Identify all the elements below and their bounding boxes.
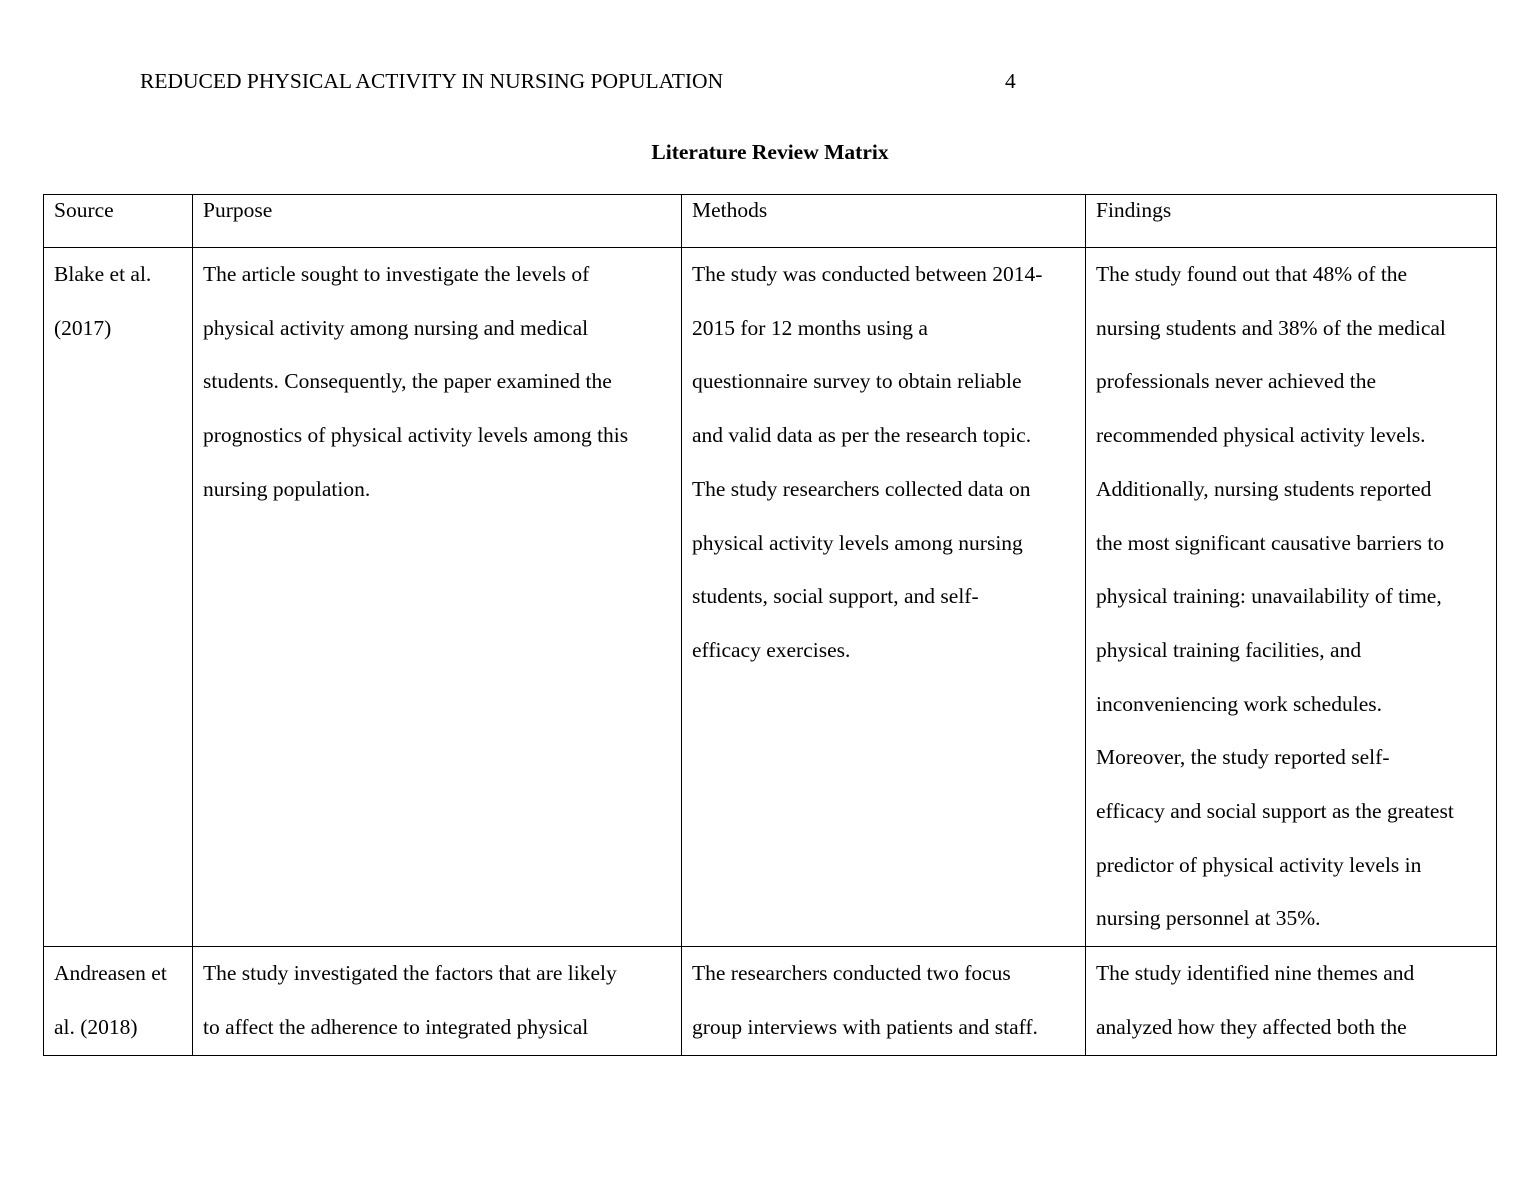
- cell-text-line: Blake et al.: [54, 262, 152, 286]
- table-row: [44, 947, 1497, 1055]
- cell-text-line: efficacy and social support as the greatest: [1096, 799, 1454, 824]
- cell-text-line: and valid data as per the research topic.: [692, 423, 1032, 448]
- cell-text-line: nursing students and 38% of the medical: [1096, 315, 1446, 340]
- cell-text-line: The study was conducted between 2014-: [692, 262, 1043, 286]
- cell-text-line: The study identified nine themes and: [1096, 961, 1415, 986]
- cell-text-line: nursing personnel at 35%.: [1096, 906, 1321, 931]
- cell-text-line: physical training facilities, and: [1096, 637, 1362, 662]
- cell-text-line: predictor of physical activity levels in: [1096, 852, 1422, 877]
- cell-text-line: the most significant causative barriers to: [1096, 530, 1445, 555]
- cell-text-line: group interviews with patients and staff.: [692, 1014, 1038, 1039]
- cell-text-line: The study investigated the factors that are likely: [203, 961, 617, 986]
- cell-text-line: Moreover, the study reported self-: [1096, 745, 1390, 770]
- cell-text-line: students, social support, and self-: [692, 584, 979, 609]
- purpose-cell: [193, 947, 682, 1055]
- cell-text-line: The study researchers collected data on: [692, 476, 1031, 501]
- column-header-methods: Methods: [682, 195, 1086, 248]
- cell-text-line: physical training: unavailability of time,: [1096, 584, 1442, 609]
- cell-text-line: al. (2018): [54, 1014, 138, 1039]
- cell-text-line: students. Consequently, the paper examined the: [203, 369, 612, 394]
- cell-text-line: Andreasen et: [54, 961, 167, 986]
- cell-text-line: The researchers conducted two focus: [692, 961, 1011, 986]
- methods-cell: [682, 248, 1086, 947]
- cell-text-line: The study found out that 48% of the: [1096, 262, 1408, 286]
- column-header-source: Source: [44, 195, 193, 248]
- cell-text-line: The article sought to investigate the levels of: [203, 262, 590, 286]
- source-cell: [44, 947, 193, 1055]
- cell-text-line: prognostics of physical activity levels among this: [203, 423, 629, 448]
- cell-text-line: nursing population.: [203, 476, 371, 501]
- page-number: 4: [1005, 69, 1016, 93]
- cell-text-line: recommended physical activity levels.: [1096, 423, 1426, 448]
- cell-text-line: (2017): [54, 315, 112, 340]
- cell-text-line: efficacy exercises.: [692, 637, 851, 662]
- document-title: Literature Review Matrix: [651, 140, 889, 164]
- findings-cell: [1086, 248, 1497, 947]
- column-header-findings: Findings: [1086, 195, 1497, 248]
- methods-cell: [682, 947, 1086, 1055]
- cell-text-line: to affect the adherence to integrated physical: [203, 1014, 589, 1039]
- source-cell: [44, 248, 193, 947]
- cell-text-line: inconveniencing work schedules.: [1096, 691, 1382, 716]
- table-header-row: [44, 195, 1497, 248]
- findings-cell: [1086, 947, 1497, 1055]
- table-row: [44, 248, 1497, 947]
- cell-text-line: Additionally, nursing students reported: [1096, 476, 1432, 501]
- cell-text-line: analyzed how they affected both the: [1096, 1014, 1407, 1039]
- cell-text-line: physical activity levels among nursing: [692, 530, 1023, 555]
- cell-text-line: professionals never achieved the: [1096, 369, 1376, 394]
- column-header-purpose: Purpose: [193, 195, 682, 248]
- cell-text-line: questionnaire survey to obtain reliable: [692, 369, 1022, 394]
- cell-text-line: 2015 for 12 months using a: [692, 315, 928, 340]
- cell-text-line: physical activity among nursing and medical: [203, 315, 589, 340]
- running-head: REDUCED PHYSICAL ACTIVITY IN NURSING POPULATION: [140, 69, 724, 93]
- literature-review-matrix: [43, 194, 1497, 1056]
- purpose-cell: [193, 248, 682, 947]
